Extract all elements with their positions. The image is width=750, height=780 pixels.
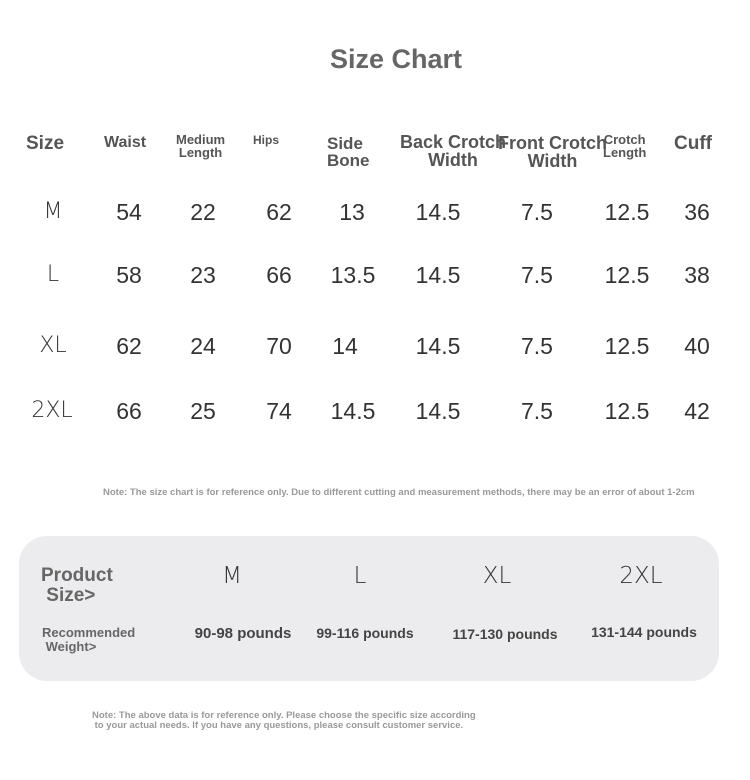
header-medium-length: Medium Length xyxy=(176,132,226,160)
cell-hips: 66 xyxy=(266,262,292,288)
size-chart-note: Note: The size chart is for reference only. Due to different cutting and measurement methods, there may be an error of about 1-2cm xyxy=(103,487,695,498)
cell-medium-length: 24 xyxy=(190,333,216,359)
recommendation-panel xyxy=(19,536,719,681)
weight-m: 90-98 pounds xyxy=(194,625,292,642)
header-front-crotch-width: Front Crotch Width xyxy=(498,133,607,171)
cell-size: L xyxy=(46,262,60,287)
cell-size: 2XL xyxy=(31,398,73,423)
cell-crotch-length: 12.5 xyxy=(604,262,650,288)
header-hips: Hips xyxy=(253,133,280,147)
weight-xl: 117-130 pounds xyxy=(452,626,558,642)
recommended-weight-label: Recommended Weight> xyxy=(42,625,136,654)
cell-medium-length: 23 xyxy=(190,262,216,288)
header-cuff: Cuff xyxy=(674,133,712,154)
cell-back-crotch: 14.5 xyxy=(415,398,461,424)
cell-medium-length: 25 xyxy=(190,398,216,424)
cell-waist: 66 xyxy=(116,398,142,424)
header-back-crotch-width: Back Crotch Width xyxy=(400,132,507,170)
cell-side-bone: 14 xyxy=(332,333,358,359)
cell-medium-length: 22 xyxy=(190,199,216,225)
cell-size: M xyxy=(43,199,63,224)
cell-back-crotch: 14.5 xyxy=(415,262,461,288)
cell-side-bone: 14.5 xyxy=(330,398,376,424)
cell-back-crotch: 14.5 xyxy=(415,333,461,359)
cell-cuff: 42 xyxy=(684,398,710,424)
cell-cuff: 36 xyxy=(684,199,710,225)
cell-waist: 62 xyxy=(116,333,142,359)
cell-hips: 62 xyxy=(266,199,292,225)
product-size-2xl: 2XL xyxy=(619,563,663,589)
cell-front-crotch: 7.5 xyxy=(521,333,553,359)
product-size-xl: XL xyxy=(482,563,512,589)
cell-hips: 70 xyxy=(266,333,292,359)
product-size-l: L xyxy=(353,563,367,589)
cell-cuff: 38 xyxy=(684,262,710,288)
cell-crotch-length: 12.5 xyxy=(604,333,650,359)
cell-crotch-length: 12.5 xyxy=(604,398,650,424)
product-size-m: M xyxy=(222,563,242,589)
cell-side-bone: 13 xyxy=(339,199,365,225)
cell-side-bone: 13.5 xyxy=(330,262,376,288)
weight-2xl: 131-144 pounds xyxy=(591,624,697,640)
cell-front-crotch: 7.5 xyxy=(521,199,553,225)
reference-note: Note: The above data is for reference only. Please choose the specific size according to your actual needs. If you have any questions, please consult customer service. xyxy=(92,710,476,731)
cell-cuff: 40 xyxy=(684,333,710,359)
cell-back-crotch: 14.5 xyxy=(415,199,461,225)
header-side-bone: Side Bone xyxy=(327,134,370,170)
cell-waist: 58 xyxy=(116,262,142,288)
weight-l: 99-116 pounds xyxy=(316,625,414,641)
header-waist: Waist xyxy=(104,134,147,151)
cell-hips: 74 xyxy=(266,398,292,424)
product-size-label: Product Size> xyxy=(41,565,113,606)
cell-crotch-length: 12.5 xyxy=(604,199,650,225)
cell-waist: 54 xyxy=(116,199,142,225)
header-crotch-length: Crotch Length xyxy=(603,132,647,160)
cell-size: XL xyxy=(39,333,67,358)
cell-front-crotch: 7.5 xyxy=(521,398,553,424)
header-size: Size xyxy=(26,133,65,154)
page-title: Size Chart xyxy=(329,44,463,74)
cell-front-crotch: 7.5 xyxy=(521,262,553,288)
